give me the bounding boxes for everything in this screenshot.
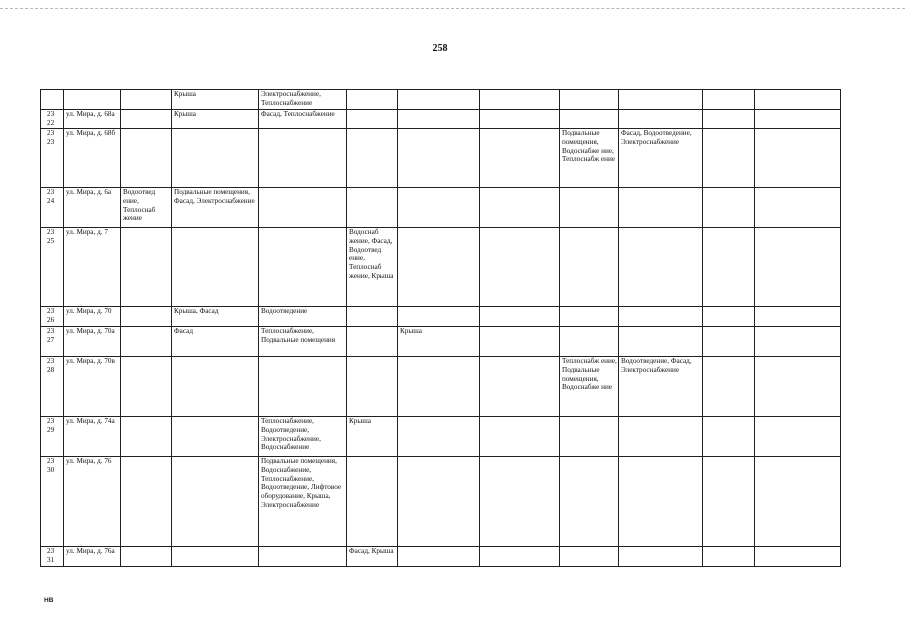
work-type-cell	[560, 307, 619, 327]
row-number-cell: 23 27	[41, 327, 64, 357]
work-type-cell: Подвальные помещения, Водоснабжение, Теплоснабжение, Водоотведение, Лифтовое оборудование, Крыша, Электроснабжение	[259, 457, 347, 547]
work-type-cell	[172, 457, 259, 547]
work-type-cell	[755, 228, 841, 307]
work-type-cell	[121, 307, 172, 327]
work-type-cell	[398, 417, 480, 457]
work-type-cell	[480, 457, 560, 547]
table-row	[41, 457, 841, 547]
work-type-cell: Фасад, Водоотведение, Электроснабжение	[619, 129, 703, 188]
work-type-cell	[619, 417, 703, 457]
work-type-cell	[121, 90, 172, 110]
row-number-cell: 23 26	[41, 307, 64, 327]
work-type-cell: Крыша	[172, 110, 259, 129]
table-row	[41, 327, 841, 357]
work-type-cell	[703, 547, 755, 567]
page-number: 258	[432, 43, 448, 54]
work-type-cell	[560, 90, 619, 110]
work-type-cell	[480, 228, 560, 307]
work-type-cell	[347, 307, 398, 327]
address-cell: ул. Мира, д. 76а	[64, 547, 121, 567]
work-type-cell	[398, 357, 480, 417]
row-number-cell: 23 31	[41, 547, 64, 567]
row-number-cell: 23 22	[41, 110, 64, 129]
work-type-cell	[560, 457, 619, 547]
table-row	[41, 357, 841, 417]
work-type-cell	[398, 110, 480, 129]
address-cell: ул. Мира, д. 7	[64, 228, 121, 307]
work-type-cell	[703, 228, 755, 307]
work-type-cell	[480, 90, 560, 110]
table-row	[41, 417, 841, 457]
work-type-cell	[347, 90, 398, 110]
work-type-cell	[398, 188, 480, 228]
work-type-cell	[703, 129, 755, 188]
table-row	[41, 188, 841, 228]
work-type-cell	[755, 417, 841, 457]
work-type-cell	[121, 547, 172, 567]
work-type-cell	[259, 547, 347, 567]
work-type-cell	[560, 110, 619, 129]
table-body	[41, 90, 841, 567]
work-type-cell	[755, 307, 841, 327]
work-type-cell	[619, 327, 703, 357]
work-type-cell	[259, 188, 347, 228]
work-type-cell	[703, 90, 755, 110]
work-type-cell	[480, 129, 560, 188]
address-cell: ул. Мира, д. 70	[64, 307, 121, 327]
work-type-cell	[619, 110, 703, 129]
work-type-cell	[480, 547, 560, 567]
work-type-cell	[121, 357, 172, 417]
work-type-cell	[560, 228, 619, 307]
work-type-cell	[480, 357, 560, 417]
address-cell: ул. Мира, д. 70а	[64, 327, 121, 357]
work-type-cell	[398, 307, 480, 327]
work-type-cell: Теплоснабжение, Водоотведение, Электроснабжение, Водоснабжение	[259, 417, 347, 457]
work-type-cell	[560, 417, 619, 457]
address-cell: ул. Мира, д. 6а	[64, 188, 121, 228]
work-type-cell: Крыша	[398, 327, 480, 357]
row-number-cell: 23 23	[41, 129, 64, 188]
address-cell: ул. Мира, д. 68б	[64, 129, 121, 188]
address-cell: ул. Мира, д. 74а	[64, 417, 121, 457]
work-type-cell	[619, 90, 703, 110]
work-type-cell: Водоотведение	[259, 307, 347, 327]
address-cell	[64, 90, 121, 110]
work-type-cell	[172, 129, 259, 188]
work-type-cell	[619, 307, 703, 327]
work-type-cell	[172, 417, 259, 457]
work-type-cell	[347, 110, 398, 129]
work-type-cell	[755, 547, 841, 567]
work-type-cell	[619, 228, 703, 307]
work-type-cell	[172, 547, 259, 567]
work-type-cell: Теплоснабж ение, Подвальные помещения, Водоснабже ние	[560, 357, 619, 417]
table-row	[41, 307, 841, 327]
work-type-cell	[480, 307, 560, 327]
work-type-cell	[480, 110, 560, 129]
work-type-cell	[347, 129, 398, 188]
work-type-cell	[347, 457, 398, 547]
footer-mark: HB	[44, 597, 54, 604]
table-row	[41, 228, 841, 307]
work-type-cell	[398, 457, 480, 547]
work-type-cell	[121, 457, 172, 547]
work-type-cell	[347, 188, 398, 228]
scan-edge-line	[0, 8, 905, 9]
work-type-cell	[560, 188, 619, 228]
work-type-cell	[347, 357, 398, 417]
row-number-cell: 23 29	[41, 417, 64, 457]
repair-schedule-table	[40, 89, 841, 567]
work-type-cell	[703, 357, 755, 417]
work-type-cell	[703, 417, 755, 457]
work-type-cell	[619, 547, 703, 567]
address-cell: ул. Мира, д. 76	[64, 457, 121, 547]
table-row	[41, 90, 841, 110]
address-cell: ул. Мира, д. 70в	[64, 357, 121, 417]
table-row	[41, 110, 841, 129]
work-type-cell	[755, 129, 841, 188]
work-type-cell: Крыша	[347, 417, 398, 457]
work-type-cell	[121, 129, 172, 188]
row-number-cell: 23 25	[41, 228, 64, 307]
table-row	[41, 547, 841, 567]
row-number-cell: 23 30	[41, 457, 64, 547]
work-type-cell	[755, 90, 841, 110]
work-type-cell: Теплоснабжение, Подвальные помещения	[259, 327, 347, 357]
work-type-cell	[121, 327, 172, 357]
work-type-cell	[172, 228, 259, 307]
work-type-cell: Водоснаб жение, Фасад, Водоотвед ение, Теплоснаб жение, Крыша	[347, 228, 398, 307]
work-type-cell	[259, 228, 347, 307]
work-type-cell	[619, 457, 703, 547]
work-type-cell	[703, 110, 755, 129]
work-type-cell	[121, 228, 172, 307]
work-type-cell	[398, 547, 480, 567]
work-type-cell	[259, 129, 347, 188]
work-type-cell	[259, 357, 347, 417]
work-type-cell	[121, 417, 172, 457]
address-cell: ул. Мира, д. 68а	[64, 110, 121, 129]
work-type-cell: Крыша, Фасад	[172, 307, 259, 327]
work-type-cell: Фасад, Теплоснабжение	[259, 110, 347, 129]
work-type-cell	[755, 327, 841, 357]
row-number-cell: 23 24	[41, 188, 64, 228]
work-type-cell	[619, 188, 703, 228]
work-type-cell	[480, 327, 560, 357]
work-type-cell	[121, 110, 172, 129]
work-type-cell	[755, 188, 841, 228]
work-type-cell	[560, 327, 619, 357]
table-row	[41, 129, 841, 188]
work-type-cell	[398, 228, 480, 307]
row-number-cell: 23 28	[41, 357, 64, 417]
work-type-cell	[703, 188, 755, 228]
work-type-cell	[480, 188, 560, 228]
work-type-cell	[755, 357, 841, 417]
work-type-cell	[755, 457, 841, 547]
row-number-cell	[41, 90, 64, 110]
work-type-cell	[398, 90, 480, 110]
work-type-cell: Фасад	[172, 327, 259, 357]
work-type-cell	[560, 547, 619, 567]
work-type-cell: Водоотведение, Фасад, Электроснабжение	[619, 357, 703, 417]
work-type-cell	[703, 307, 755, 327]
work-type-cell: Фасад, Крыша	[347, 547, 398, 567]
work-type-cell: Крыша	[172, 90, 259, 110]
work-type-cell: Подвальные помещения, Водоснабже ние, Теплоснабж ение	[560, 129, 619, 188]
work-type-cell	[755, 110, 841, 129]
work-type-cell	[398, 129, 480, 188]
work-type-cell	[703, 327, 755, 357]
work-type-cell	[172, 357, 259, 417]
work-type-cell	[480, 417, 560, 457]
work-type-cell	[703, 457, 755, 547]
work-type-cell: Водоотвед ение, Теплоснаб жение	[121, 188, 172, 228]
work-type-cell	[347, 327, 398, 357]
work-type-cell: Электроснабжение, Теплоснабжение	[259, 90, 347, 110]
work-type-cell: Подвальные помещения, Фасад, Электроснабжение	[172, 188, 259, 228]
